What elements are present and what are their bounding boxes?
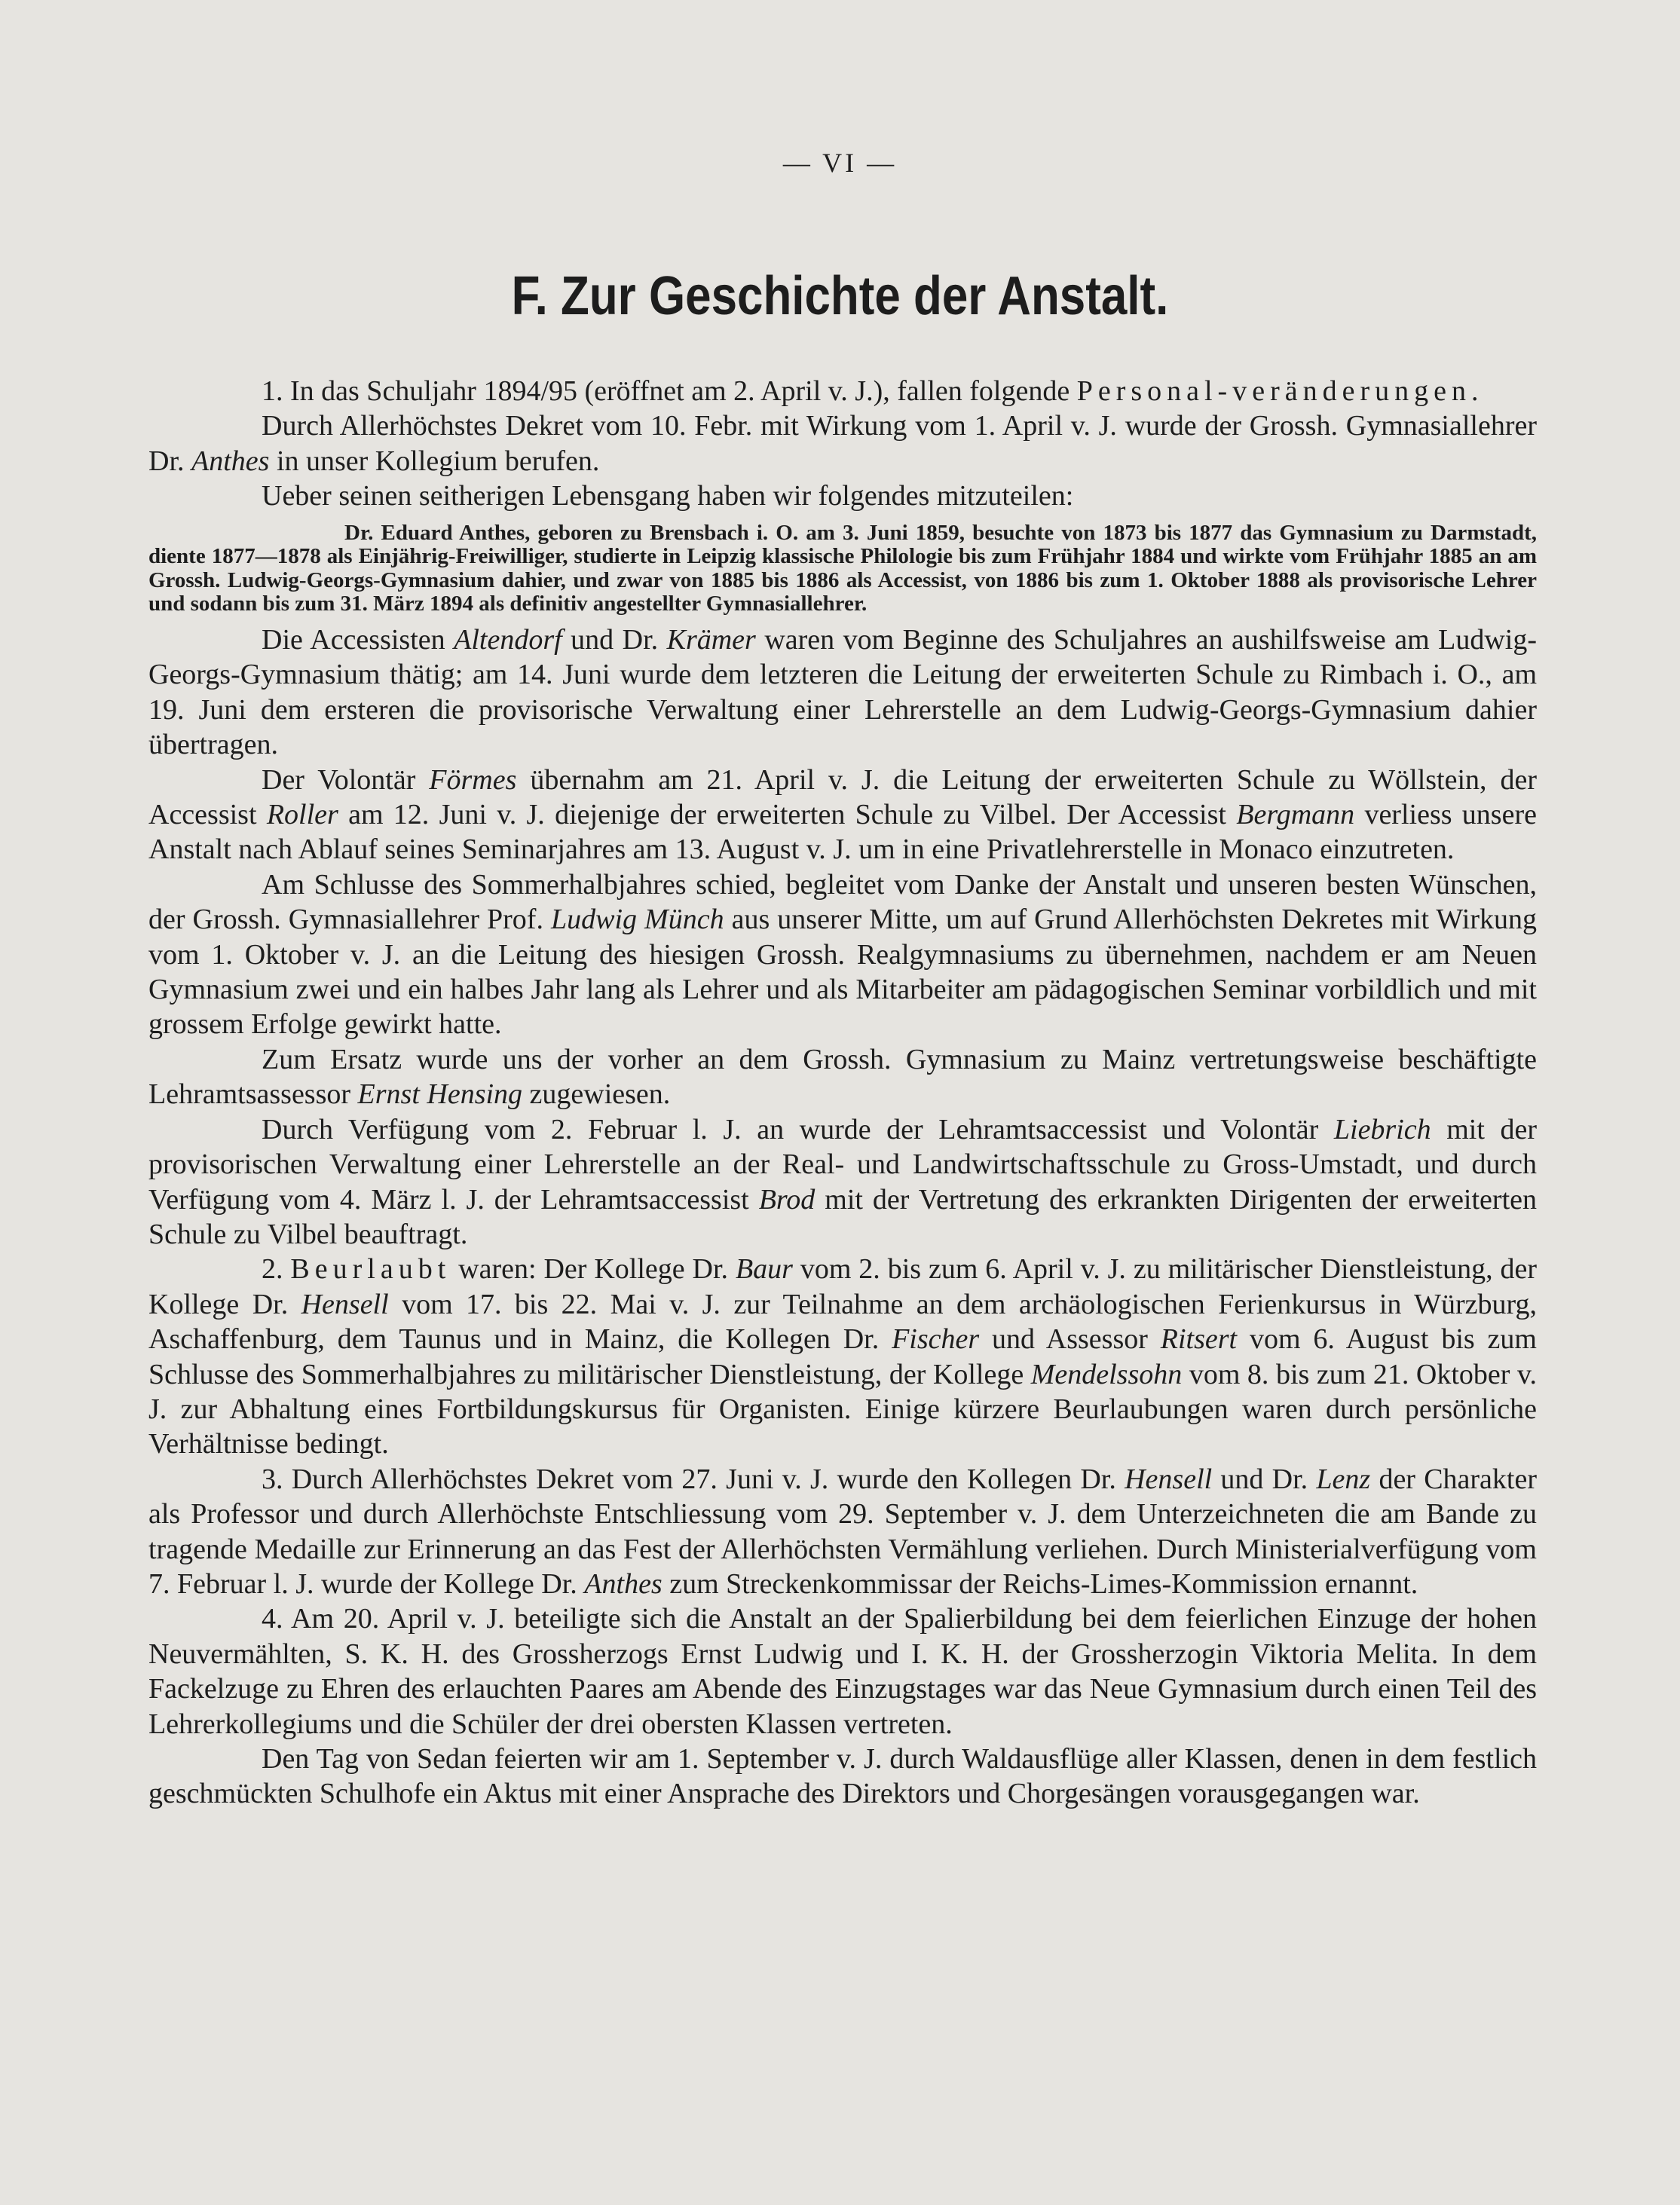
- text-run: in unser Kollegium berufen.: [269, 445, 600, 477]
- text-run: Die Accessisten: [262, 624, 454, 656]
- person-name: Liebrich: [1333, 1113, 1431, 1145]
- text-run: waren: Der Kollege Dr.: [451, 1253, 736, 1286]
- person-name: Bergmann: [1236, 799, 1355, 831]
- person-name: Lenz: [1316, 1463, 1371, 1495]
- person-name: Hensell: [1125, 1463, 1213, 1495]
- text-run: übernahm am 21. April v. J. die Leitung der erweiterten Schule zu Wöllstein, der Accessist: [148, 763, 1537, 831]
- text-run: 1. In das Schuljahr 1894/95 (eröffnet am 2. April v. J.), fallen folgende: [262, 375, 1077, 407]
- text-run: .: [1470, 375, 1479, 407]
- paragraph-8: [148, 1112, 1537, 1252]
- person-name: Ludwig Münch: [550, 904, 724, 936]
- text-run: vom 8. bis zum 21. Oktober v. J. zur Abhaltung eines Fortbildungskursus für Organisten. Einige kürzere Beurlaubungen waren durch persönliche Verhältnisse bedingt.: [148, 1358, 1537, 1460]
- text-run: Durch Allerhöchstes Dekret vom 10. Febr. mit Wirkung vom 1. April v. J. wurde der Grossh. Gymnasiallehrer Dr.: [148, 410, 1537, 477]
- emphasized-term: Beurlaubt: [290, 1253, 451, 1286]
- person-name: Anthes: [191, 445, 270, 477]
- text-run: vom 2. bis zum 6. April v. J. zu militärischer Dienstleistung, der Kollege Dr.: [148, 1253, 1538, 1320]
- text-run: Der Volontär: [262, 763, 430, 796]
- person-name: Baur: [735, 1253, 793, 1286]
- paragraph-11: 4. Am 20. April v. J. beteiligte sich die Anstalt an der Spalierbildung bei dem feierlichen Einzuge der hohen Neuvermählten, S. K. H. des Grossherzogs Ernst Ludwig und I. K. H. der Grossherzogin Viktoria Melita. In dem Fackelzuge zu Ehren des erlauchten Paares am Abende des Einzugstages war das Neue Gymnasium durch einen Teil des Lehrerkollegiums und die Schüler der drei obersten Klassen vertreten.: [148, 1603, 1537, 1740]
- paragraph-5: [148, 763, 1537, 867]
- text-run: und Dr.: [562, 624, 667, 656]
- biography-note: [148, 521, 1537, 616]
- person-name: Altendorf: [454, 624, 562, 656]
- paragraph-7: [148, 1042, 1537, 1112]
- person-name: Krämer: [666, 624, 756, 656]
- text-run: mit der provisorischen Verwaltung einer Lehrerstelle an der Real- und Landwirtschaftsschule zu Gross-Umstadt, und durch Verfügung vom 4. März l. J. der Lehramtsaccessist: [148, 1113, 1537, 1216]
- text-run: Zum Ersatz wurde uns der vorher an dem Grossh. Gymnasium zu Mainz vertretungsweise beschäftigte Lehramtsassessor: [148, 1043, 1537, 1111]
- emphasized-term: Personal-veränderungen: [1076, 375, 1471, 407]
- text-run: und Dr.: [1212, 1463, 1317, 1495]
- person-name: Ernst Hensing: [357, 1078, 523, 1111]
- paragraph-3: Ueber seinen seitherigen Lebensgang haben wir folgendes mitzuteilen:: [262, 480, 1074, 512]
- person-name: Hensell: [301, 1288, 389, 1320]
- paragraph-12: Den Tag von Sedan feierten wir am 1. September v. J. durch Waldausflüge aller Klassen, denen in dem festlich geschmückten Schulhofe ein Aktus mit einer Ansprache des Direktors und Chorgesängen vorausgegangen war.: [148, 1743, 1537, 1810]
- text-run: Am Schlusse des Sommerhalbjahres schied, begleitet vom Danke der Anstalt und unseren besten Wünschen, der Grossh. Gymnasiallehrer Prof.: [148, 868, 1537, 936]
- paragraph-6: [148, 867, 1537, 1042]
- biography-text: Dr. Eduard Anthes, geboren zu Brensbach i. O. am 3. Juni 1859, besuchte von 1873 bis 1877 das Gymnasium zu Darmstadt, diente 1877—1878 als Einjährig-Freiwilliger, studierte in Leipzig klassische Philologie bis zum Frühjahr 1884 und wirkte vom Frühjahr 1885 an am Grossh. Ludwig-Georgs-Gymnasium dahier, und zwar von 1885 bis 1886 als Accessist, von 1886 bis zum 1. Oktober 1888 als provisorische Lehrer und sodann bis zum 31. März 1894 als definitiv angestellter Gymnasiallehrer.: [148, 520, 1537, 616]
- text-run: zugewiesen.: [522, 1078, 671, 1111]
- text-run: vom 6. August bis zum Schlusse des Sommerhalbjahres zu militärischer Dienstleistung, der Kollege: [148, 1323, 1537, 1390]
- paragraph-4: [148, 622, 1537, 763]
- paragraph-9: [148, 1252, 1537, 1461]
- person-name: Mendelssohn: [1030, 1358, 1183, 1390]
- person-name: Anthes: [584, 1567, 663, 1600]
- text-run: am 12. Juni v. J. diejenige der erweiterten Schule zu Vilbel. Der Accessist: [338, 799, 1237, 831]
- person-name: Brod: [758, 1183, 816, 1216]
- section-heading: F. Zur Geschichte der Anstalt.: [511, 266, 1169, 326]
- page-number: — VI —: [782, 148, 898, 178]
- person-name: Fischer: [892, 1323, 980, 1356]
- person-name: Roller: [266, 799, 338, 831]
- person-name: Förmes: [429, 763, 517, 796]
- text-run: 2.: [262, 1253, 291, 1286]
- text-run: der Charakter als Professor und durch Allerhöchste Entschliessung vom 29. September v. J. dem Unterzeichneten die am Bande zu tragende Medaille zur Erinnerung an das Fest der Allerhöchsten Vermählung verliehen. Durch Ministerialverfügung vom 7. Februar l. J. wurde der Kollege Dr.: [148, 1463, 1538, 1600]
- text-run: aus unserer Mitte, um auf Grund Allerhöchsten Dekretes mit Wirkung vom 1. Oktober v. J. an die Leitung des hiesigen Grossh. Realgymnasiums zu übernehmen, nachdem er am Neuen Gymnasium zwei und ein halbes Jahr lang als Lehrer und als Mitarbeiter am pädagogischen Seminar vorbildlich und mit grossem Erfolge gewirkt hatte.: [148, 904, 1537, 1041]
- text-run: 3. Durch Allerhöchstes Dekret vom 27. Juni v. J. wurde den Kollegen Dr.: [262, 1463, 1125, 1495]
- text-run: mit der Vertretung des erkrankten Dirigenten der erweiterten Schule zu Vilbel beauftragt.: [148, 1183, 1537, 1250]
- paragraph-1: [148, 374, 1537, 408]
- paragraph-10: [148, 1462, 1537, 1602]
- text-run: verliess unsere Anstalt nach Ablauf seines Seminarjahres am 13. August v. J. um in eine Privatlehrerstelle in Monaco einzutreten.: [148, 799, 1537, 866]
- document-body: [148, 374, 1537, 1812]
- text-run: zum Streckenkommissar der Reichs-Limes-Kommission ernannt.: [662, 1567, 1418, 1600]
- text-run: waren vom Beginne des Schuljahres an aushilfsweise am Ludwig-Georgs-Gymnasium thätig; am 14. Juni wurde dem letzteren die Leitung der erweiterten Schule zu Rimbach i. O., am 19. Juni dem ersteren die provisorische Verwaltung einer Lehrerstelle an dem Ludwig-Georgs-Gymnasium dahier übertragen.: [148, 624, 1538, 761]
- person-name: Ritsert: [1160, 1323, 1238, 1356]
- text-run: und Assessor: [979, 1323, 1161, 1356]
- paragraph-2: [148, 408, 1537, 479]
- text-run: vom 17. bis 22. Mai v. J. zur Teilnahme an dem archäologischen Ferienkursus in Würzburg, Aschaffenburg, dem Taunus und in Mainz, die Kollegen Dr.: [148, 1288, 1537, 1356]
- text-run: Durch Verfügung vom 2. Februar l. J. an wurde der Lehramtsaccessist und Volontär: [262, 1113, 1334, 1145]
